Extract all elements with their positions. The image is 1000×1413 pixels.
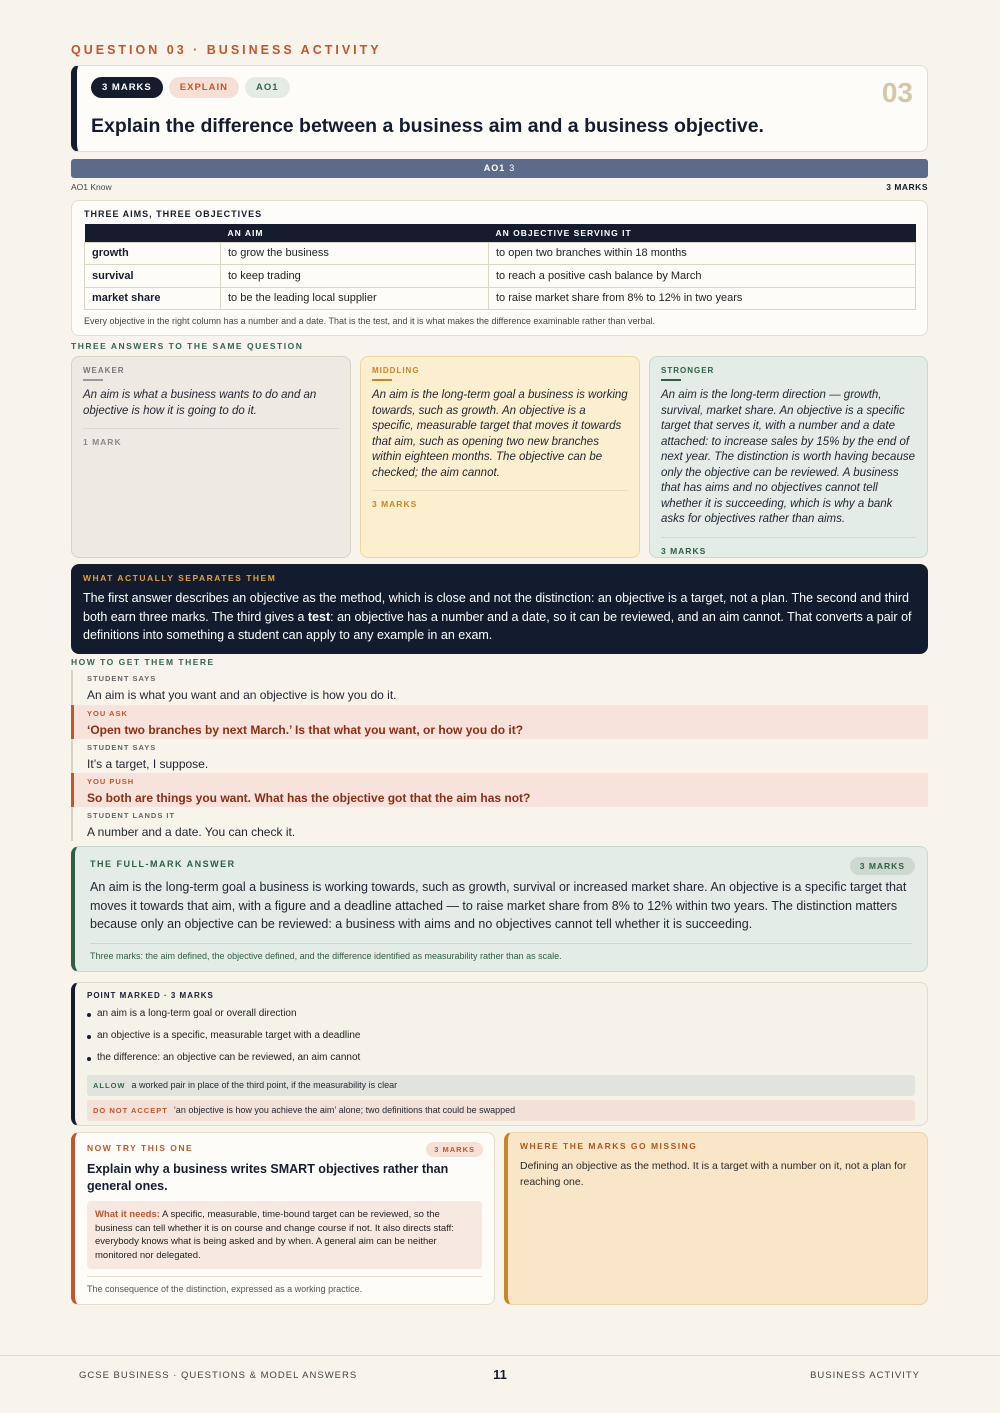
- answers-section-label: THREE ANSWERS TO THE SAME QUESTION: [71, 341, 304, 351]
- aims-objectives-table-card: [71, 200, 928, 336]
- footer-book-title: GCSE BUSINESS · QUESTIONS & MODEL ANSWERS: [79, 1370, 358, 1381]
- ao-weighting-bar: [71, 159, 928, 178]
- answer-text: An aim is the long-term direction — growth, survival, market share. An objective is a specific target that serves it, with a number and a date attached: to increase sales by 15% by the end of next year. The distinction is worth having because only the objective can be reviewed. A business that has aims and no objectives cannot tell whether it is succeeding, which is why a bank asks for objectives rather than aims.: [661, 389, 915, 525]
- body-text-before: The first answer describes an objective as the method, which is close and not the distinction: an objective is a target, not a plan. The second and third both earn three marks. The third gives a: [83, 591, 909, 624]
- question-card: [71, 65, 928, 152]
- do-not-accept-text: ‘an objective is how you achieve the aim’ alone; two definitions that could be swapped: [173, 1105, 516, 1115]
- marks-missing-heading: WHERE THE MARKS GO MISSING: [520, 1141, 698, 1151]
- list-item: an objective is a specific, measurable target with a deadline: [87, 1027, 915, 1049]
- table-header-cell: AN OBJECTIVE SERVING IT: [489, 224, 916, 242]
- table-cell: growth: [85, 242, 221, 265]
- allow-tag: ALLOW: [93, 1081, 126, 1090]
- body-text-after: : an objective has a number and a date, so it can be reviewed, and an aim cannot. That converts a pair of definitions into something a student can apply to any example in an exam.: [83, 609, 912, 642]
- dialogue-step-teacher: [71, 705, 928, 739]
- dialogue-line: A number and a date. You can check it.: [87, 825, 296, 839]
- level-underline: [661, 379, 681, 381]
- point-marked-scheme: [71, 982, 928, 1126]
- do-not-accept-row: [87, 1100, 915, 1121]
- scheme-points: [87, 1005, 915, 1071]
- dialogue-speaker: STUDENT LANDS IT: [87, 811, 176, 820]
- full-mark-body: An aim is the long-term goal a business is working towards, such as growth, survival or increased market share. An objective is a specific target that moves it towards that aim, with a figure and a deadline attached — to raise market share from 8% to 12% within two years. The distinction matters because only an objective can be reviewed: a business with aims and no objectives cannot tell whether it is succeeding.: [90, 880, 907, 931]
- dialogue-speaker: STUDENT SAYS: [87, 674, 157, 683]
- table-cell: to keep trading: [221, 265, 489, 288]
- answer-marks: 1 MARK: [83, 428, 339, 447]
- answer-card-middling: [360, 356, 640, 558]
- assessment-objective-pill: AO1: [245, 77, 290, 98]
- what-separates-panel: [71, 564, 928, 654]
- allow-text: a worked pair in place of the third point, if the measurability is clear: [131, 1080, 398, 1090]
- ao-right-label: 3 MARKS: [886, 182, 928, 192]
- marks-pill: 3 MARKS: [91, 77, 163, 98]
- aims-objectives-table: [84, 224, 916, 310]
- dialogue-speaker: YOU PUSH: [87, 777, 135, 786]
- question-text: Explain the difference between a business aim and a business objective.: [91, 115, 764, 137]
- full-mark-answer-card: [71, 846, 928, 972]
- list-item: the difference: an objective can be reviewed, an aim cannot: [87, 1049, 915, 1071]
- page-number: 11: [493, 1367, 507, 1382]
- list-item: an aim is a long-term goal or overall direction: [87, 1005, 915, 1027]
- dialogue-line: An aim is what you want and an objective is how you do it.: [87, 688, 397, 702]
- table-row: [85, 242, 916, 265]
- marks-missing-body: Defining an objective as the method. It is a target with a number on it, not a plan for reaching one.: [520, 1160, 907, 1188]
- table-cell: to grow the business: [221, 242, 489, 265]
- table-header-cell: AN AIM: [221, 224, 489, 242]
- answer-marks: 3 MARKS: [372, 490, 628, 509]
- scheme-heading: POINT MARKED · 3 MARKS: [87, 991, 214, 1000]
- dialogue-step-student: [71, 670, 928, 706]
- full-mark-marks-pill: 3 MARKS: [850, 857, 915, 875]
- ao-bar-value: 3: [509, 163, 516, 173]
- ao-left-label: AO1 Know: [71, 182, 112, 192]
- try-this-card: [71, 1132, 495, 1305]
- answer-text: An aim is the long-term goal a business is working towards, such as growth. An objective is a specific, measurable target that moves it towards that aim, such as opening two new branches within eighteen months. The objective can be checked; the aim cannot.: [372, 389, 628, 479]
- table-cell: to raise market share from 8% to 12% in two years: [489, 287, 916, 310]
- full-mark-heading: THE FULL-MARK ANSWER: [90, 859, 236, 869]
- answer-card-weaker: [71, 356, 351, 558]
- table-row: [85, 287, 916, 310]
- dialogue-step-student: [71, 807, 928, 841]
- try-marks-pill: 3 MARKS: [426, 1142, 483, 1157]
- needs-label: What it needs:: [95, 1209, 160, 1220]
- marks-missing-card: [504, 1132, 928, 1305]
- answer-level: WEAKER: [83, 366, 125, 375]
- dialogue-speaker: STUDENT SAYS: [87, 743, 157, 752]
- answer-level: MIDDLING: [372, 366, 420, 375]
- dialogue-speaker: YOU ASK: [87, 709, 128, 718]
- needs-text: A specific, measurable, time-bound target can be reviewed, so the business can tell whether it is on course and change course if not. It also directs staff: everybody knows what is being asked and by when. A general aim can be neither monitored nor delegated.: [95, 1209, 454, 1261]
- page-footer: [0, 1355, 1000, 1413]
- try-heading: NOW TRY THIS ONE: [87, 1143, 194, 1153]
- command-word-pill: EXPLAIN: [169, 77, 239, 98]
- ao-bar-label: AO1: [483, 163, 506, 173]
- table-header-cell: [85, 224, 221, 242]
- table-title: THREE AIMS, THREE OBJECTIVES: [84, 209, 263, 219]
- dialogue-step-teacher: [71, 773, 928, 807]
- dialogue-line: So both are things you want. What has the objective got that the aim has not?: [87, 791, 531, 805]
- table-note: Every objective in the right column has a number and a date. That is the test, and it is what makes the difference examinable rather than verbal.: [84, 316, 655, 326]
- dialogue-line: ‘Open two branches by next March.’ Is that what you want, or how you do it?: [87, 723, 524, 737]
- question-tags: [91, 77, 290, 98]
- coaching-section-label: HOW TO GET THEM THERE: [71, 657, 215, 667]
- table-cell: survival: [85, 265, 221, 288]
- panel-heading: WHAT ACTUALLY SEPARATES THEM: [83, 573, 277, 583]
- what-it-needs-box: [87, 1201, 482, 1269]
- do-not-accept-tag: DO NOT ACCEPT: [93, 1106, 168, 1115]
- table-cell: to open two branches within 18 months: [489, 242, 916, 265]
- full-mark-note: Three marks: the aim defined, the objective defined, and the difference identified as measurability rather than as scale.: [90, 943, 912, 961]
- answer-text: An aim is what a business wants to do and an objective is how it is going to do it.: [83, 389, 317, 417]
- level-underline: [83, 379, 103, 381]
- try-note: The consequence of the distinction, expressed as a working practice.: [87, 1276, 482, 1294]
- level-underline: [372, 379, 392, 381]
- footer-section: BUSINESS ACTIVITY: [810, 1370, 920, 1381]
- panel-body: [83, 589, 916, 645]
- try-question: Explain why a business writes SMART objectives rather than general ones.: [87, 1162, 449, 1193]
- answer-level: STRONGER: [661, 366, 715, 375]
- question-number: 03: [881, 77, 913, 108]
- table-row: [85, 265, 916, 288]
- table-cell: to reach a positive cash balance by March: [489, 265, 916, 288]
- answer-card-stronger: [649, 356, 928, 558]
- table-cell: to be the leading local supplier: [221, 287, 489, 310]
- dialogue-step-student: [71, 739, 928, 773]
- answer-marks: 3 MARKS: [661, 537, 916, 556]
- question-kicker: QUESTION 03 · BUSINESS ACTIVITY: [71, 43, 382, 57]
- body-bold-word: test: [307, 609, 331, 624]
- table-header-row: [85, 224, 916, 242]
- allow-row: [87, 1075, 915, 1096]
- table-cell: market share: [85, 287, 221, 310]
- dialogue-line: It’s a target, I suppose.: [87, 757, 209, 771]
